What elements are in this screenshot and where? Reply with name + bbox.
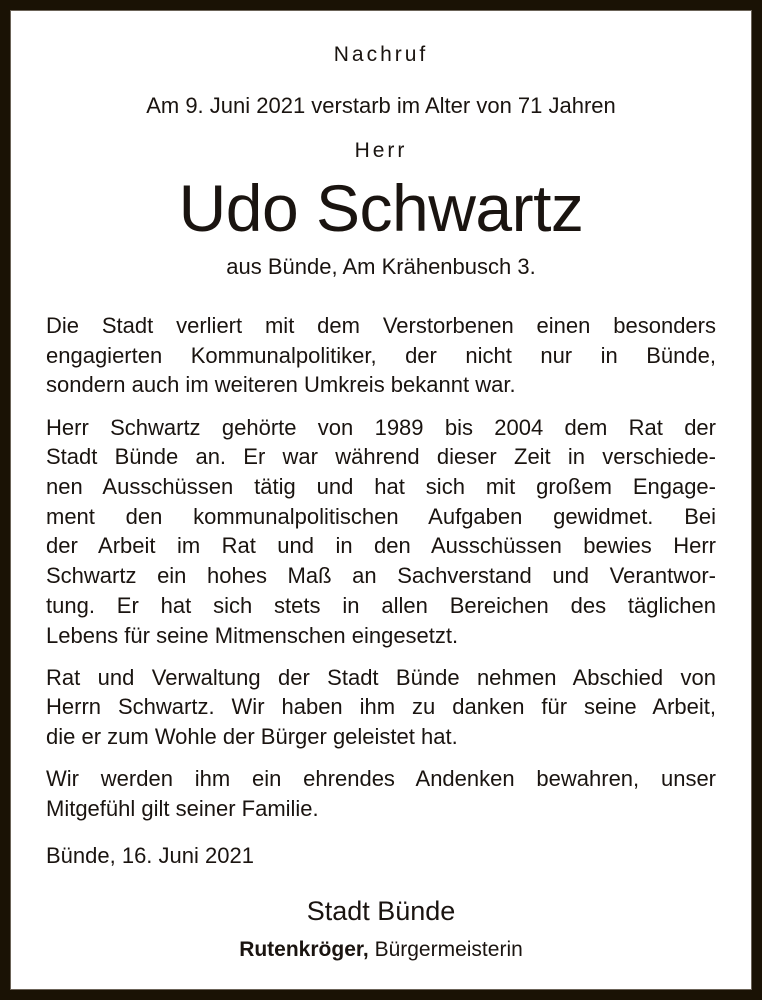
paragraph-line: Rat und Verwaltung der Stadt Bünde nehmen Abschied von [46, 664, 716, 690]
paragraph-line: ment den kommunalpolitischen Aufgaben gewidmet. Bei [46, 503, 716, 529]
signatory-title: Bürgermeisterin [374, 938, 523, 961]
organization: Stadt Bünde [306, 896, 456, 926]
death-notice: Am 9. Juni 2021 verstarb im Alter von 71 Jahren [146, 93, 616, 118]
address: aus Bünde, Am Krähenbusch 3. [226, 254, 536, 279]
paragraph-line: Herr Schwartz gehörte von 1989 bis 2004 dem Rat der [46, 414, 716, 440]
paragraph [46, 311, 716, 400]
paragraph-line: Lebens für seine Mitmenschen eingesetzt. [46, 622, 459, 648]
obituary-body [46, 311, 716, 836]
salutation: Herr [354, 139, 408, 162]
paragraph-line: sondern auch im weiteren Umkreis bekannt war. [46, 372, 516, 398]
place-date: Bünde, 16. Juni 2021 [46, 843, 254, 868]
paragraph [46, 764, 716, 823]
paragraph-line: Schwartz ein hohes Maß an Sachverstand und Verantwor- [46, 563, 716, 589]
signature [0, 938, 762, 962]
paragraph-line: der Arbeit im Rat und in den Ausschüssen bewies Herr [46, 533, 716, 559]
deceased-name: Udo Schwartz [178, 171, 584, 245]
signatory-name: Rutenkröger, [239, 938, 369, 961]
heading: Nachruf [333, 43, 429, 66]
paragraph-line: engagierten Kommunalpolitiker, der nicht nur in Bünde, [46, 342, 716, 368]
paragraph-line: Die Stadt verliert mit dem Verstorbenen einen besonders [46, 313, 716, 338]
paragraph-line: Stadt Bünde an. Er war während dieser Zeit in verschiede- [46, 444, 716, 470]
paragraph-line: Herrn Schwartz. Wir haben ihm zu danken für seine Arbeit, [46, 694, 716, 720]
paragraph-line: Wir werden ihm ein ehrendes Andenken bewahren, unser [46, 766, 716, 792]
paragraph [46, 413, 716, 651]
paragraph-line: Mitgefühl gilt seiner Familie. [46, 796, 319, 822]
paragraph-line: die er zum Wohle der Bürger geleistet hat. [46, 724, 458, 750]
paragraph-line: tung. Er hat sich stets in allen Bereichen des täglichen [46, 592, 716, 618]
paragraph-line: nen Ausschüssen tätig und hat sich mit großem Engage- [46, 474, 716, 500]
paragraph [46, 663, 716, 752]
